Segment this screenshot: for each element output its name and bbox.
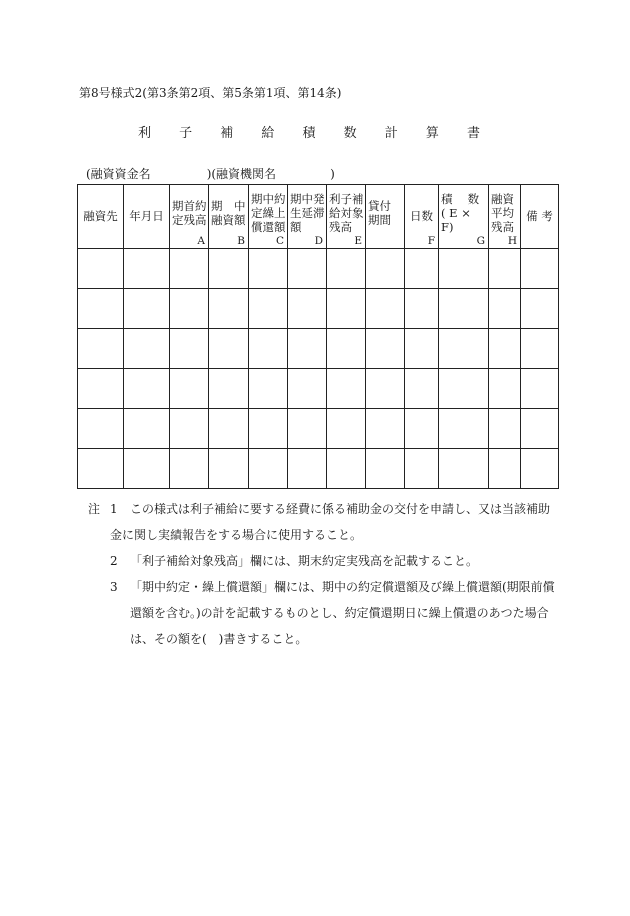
table-cell: [249, 289, 288, 329]
column-header-line: 償還額: [251, 219, 286, 234]
table-cell: [489, 289, 521, 329]
column-header: [288, 185, 327, 249]
note-indent: [88, 548, 110, 574]
document-title: 利 子 補 給 積 数 計 算 書: [137, 126, 493, 141]
table-row: [78, 369, 559, 409]
fund-name-label: (融資資金名: [86, 167, 151, 181]
column-header: [439, 185, 489, 249]
table-cell: [288, 329, 327, 369]
column-header-line: ( E ×: [441, 205, 471, 220]
table-row: [78, 449, 559, 489]
column-header-line: 日数: [410, 209, 433, 223]
table-cell: [366, 449, 405, 489]
institution-label: (融資機関名: [211, 167, 277, 181]
table-cell: [170, 289, 209, 329]
table-cell: [521, 369, 559, 409]
note-text-continuation: 還額を含む。)の計を記載するものとし、約定償還期日に繰上償還のあつた場合: [130, 606, 549, 620]
table-cell: [439, 449, 489, 489]
table-cell: [521, 329, 559, 369]
table-header-row: [78, 185, 559, 249]
table-cell: [170, 329, 209, 369]
column-header: [327, 185, 366, 249]
column-header-line: 残高: [329, 219, 352, 234]
column-header-line: F): [441, 219, 454, 234]
notes-mark: 注: [88, 502, 101, 516]
table-cell: [366, 249, 405, 289]
table-cell: [327, 449, 366, 489]
table-cell: [170, 249, 209, 289]
table-cell: [405, 329, 439, 369]
table-cell: [249, 409, 288, 449]
table-cell: [405, 409, 439, 449]
column-header-line: 融資先: [83, 209, 118, 223]
table-cell: [170, 409, 209, 449]
note-text: 「利子補給対象残高」欄には、期末約定実残高を記載すること。: [130, 554, 479, 568]
note-number: 2: [110, 554, 118, 568]
table-cell: [170, 449, 209, 489]
column-header-line: 定残高: [172, 212, 207, 227]
column-header-line: 給対象: [329, 205, 364, 220]
table-cell: [249, 329, 288, 369]
column-header: [489, 185, 521, 249]
column-header: [124, 185, 170, 249]
table-row: [78, 409, 559, 449]
table-row: [78, 249, 559, 289]
table-cell: [249, 369, 288, 409]
table-cell: [288, 289, 327, 329]
table-cell: [124, 449, 170, 489]
table-cell: [78, 369, 124, 409]
table-row: [78, 289, 559, 329]
note-text-continuation: は、その額を( )書きすること。: [130, 632, 308, 646]
table-cell: [405, 289, 439, 329]
table-cell: [249, 249, 288, 289]
column-header-line: 平均: [491, 205, 514, 220]
column-header-line: 年月日: [129, 209, 164, 223]
table-cell: [78, 409, 124, 449]
table-cell: [366, 289, 405, 329]
fund-institution-line: [86, 165, 335, 182]
calculation-table: [77, 184, 559, 489]
table-row: [78, 329, 559, 369]
table-cell: [124, 289, 170, 329]
table-cell: [124, 369, 170, 409]
column-header-line: 残高: [491, 219, 514, 234]
notes-section: [88, 496, 558, 652]
note-number: 1: [110, 502, 118, 516]
note-text: 「期中約定・繰上償還額」欄には、期中の約定償還額及び繰上償還額(期限前償: [130, 580, 555, 594]
form-number: 第8号様式2(第3条第2項、第5条第1項、第14条): [79, 86, 342, 100]
table-cell: [366, 369, 405, 409]
table-cell: [78, 289, 124, 329]
table-cell: [489, 449, 521, 489]
note-text: この様式は利子補給に要する経費に係る補助金の交付を申請し、又は当該補助: [130, 502, 551, 516]
table-cell: [209, 369, 249, 409]
table-cell: [489, 369, 521, 409]
note-item: [88, 548, 558, 574]
table-cell: [209, 249, 249, 289]
column-letter: C: [275, 235, 284, 247]
table-cell: [288, 449, 327, 489]
column-letter: B: [237, 235, 245, 247]
table-cell: [78, 249, 124, 289]
column-header-line: 生延滞: [290, 205, 325, 220]
column-header-line: 融資: [491, 191, 514, 206]
table-cell: [327, 329, 366, 369]
table-cell: [327, 409, 366, 449]
table-cell: [209, 449, 249, 489]
column-header: [170, 185, 209, 249]
table-cell: [439, 249, 489, 289]
table-cell: [439, 329, 489, 369]
note-item: [88, 496, 558, 522]
table-cell: [124, 409, 170, 449]
table-cell: [327, 289, 366, 329]
note-number: 3: [110, 580, 118, 594]
table-cell: [209, 289, 249, 329]
column-header-line: 定繰上: [251, 205, 286, 220]
column-header-line: 融資額: [211, 212, 246, 227]
column-letter: G: [476, 235, 485, 247]
table-cell: [124, 249, 170, 289]
table-cell: [209, 409, 249, 449]
table-cell: [209, 329, 249, 369]
table-cell: [249, 449, 288, 489]
column-letter: E: [354, 235, 362, 247]
table-cell: [366, 329, 405, 369]
note-item: [88, 574, 558, 600]
column-header-line: 備 考: [526, 209, 553, 223]
table-cell: [439, 369, 489, 409]
table-cell: [439, 409, 489, 449]
column-letter: H: [507, 235, 517, 247]
column-header-line: 利子補: [329, 191, 364, 206]
note-text-continuation: 金に関し実績報告をする場合に使用すること。: [110, 528, 363, 542]
table-cell: [405, 369, 439, 409]
column-header: [366, 185, 405, 249]
table-cell: [327, 249, 366, 289]
table-cell: [288, 409, 327, 449]
column-header-line: 期首約: [172, 198, 207, 213]
table-cell: [439, 289, 489, 329]
column-header: [209, 185, 249, 249]
table-cell: [405, 449, 439, 489]
column-header: [521, 185, 559, 249]
column-letter: F: [427, 235, 435, 247]
column-header: [249, 185, 288, 249]
column-header-line: 額: [290, 219, 302, 234]
table-cell: [78, 329, 124, 369]
table-cell: [521, 249, 559, 289]
table-cell: [489, 249, 521, 289]
column-header-line: 貸付: [368, 198, 391, 213]
table-cell: [489, 329, 521, 369]
table-cell: [521, 409, 559, 449]
table-cell: [288, 249, 327, 289]
institution-close: ): [330, 167, 335, 181]
column-letter: A: [197, 235, 205, 247]
column-header-line: 期 中: [211, 198, 246, 213]
table-cell: [170, 369, 209, 409]
table-body: [78, 249, 559, 489]
column-header-line: 期中発: [290, 191, 325, 206]
table-cell: [521, 449, 559, 489]
column-header-line: 期中約: [251, 191, 286, 206]
table-cell: [521, 289, 559, 329]
note-indent: [88, 574, 110, 600]
column-header: [405, 185, 439, 249]
table-cell: [78, 449, 124, 489]
table-cell: [124, 329, 170, 369]
table-cell: [327, 369, 366, 409]
table-cell: [489, 409, 521, 449]
column-letter: D: [314, 235, 323, 247]
table-cell: [288, 369, 327, 409]
fund-name-close: ): [206, 167, 212, 181]
table-cell: [366, 409, 405, 449]
table-cell: [405, 249, 439, 289]
column-header-line: 期間: [368, 212, 391, 227]
column-header-line: 積 数: [441, 191, 480, 206]
column-header: [78, 185, 124, 249]
